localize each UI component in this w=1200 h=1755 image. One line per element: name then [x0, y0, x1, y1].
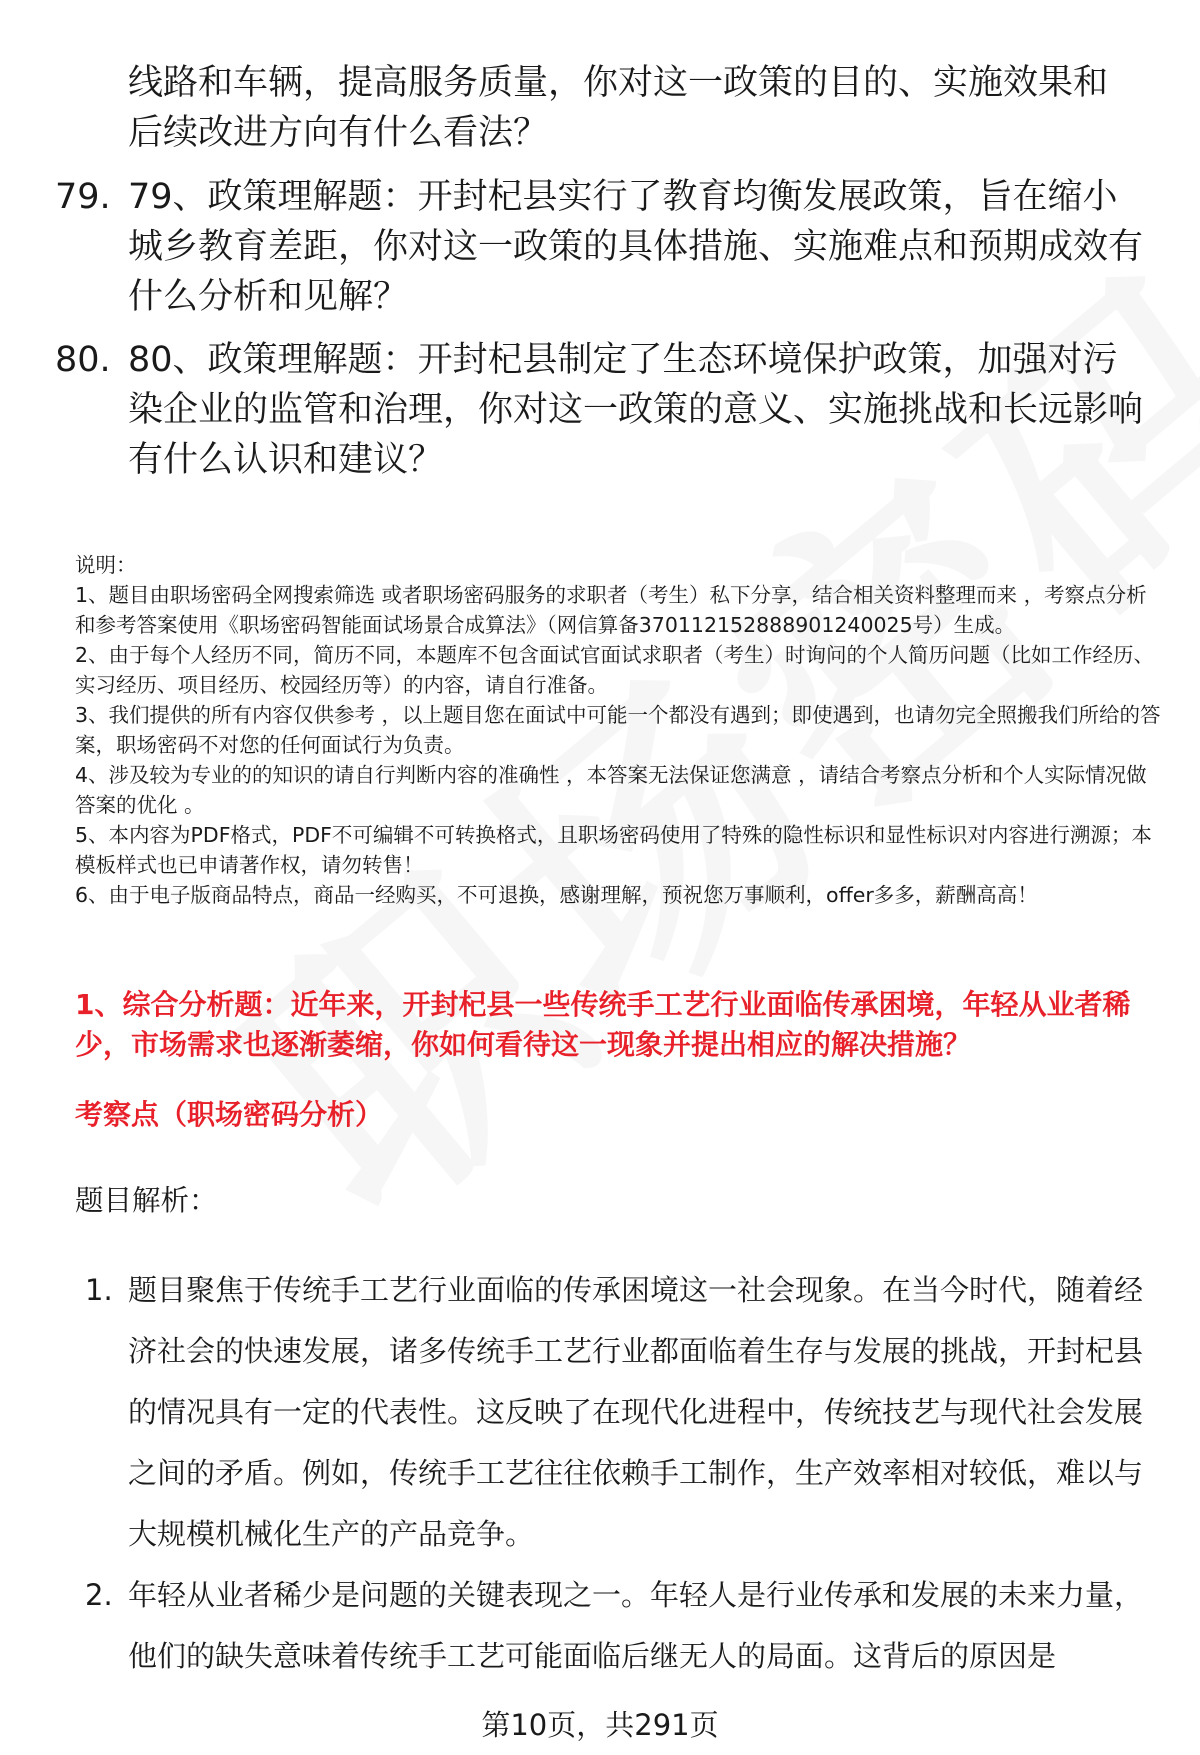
list-item-text: 题目聚焦于传统手工艺行业面临的传承困境这一社会现象。在当今时代，随着经济社会的快速发展，诸多传统手工艺行业都面临着生存与发展的挑战，开封杞县的情况具有一定的代表性。这反映了在现代化进程中，传统技艺与现代社会发展之间的矛盾。例如，传统手工艺往往依赖手工制作，生产效率相对较低，难以与大规模机械化生产的产品竞争。	[128, 1273, 1144, 1551]
list-item	[75, 1565, 1155, 1687]
note-item: 6、由于电子版商品特点，商品一经购买，不可退换，感谢理解，预祝您万事顺利，offer多多，薪酬高高！	[75, 883, 1038, 907]
note-item: 1、题目由职场密码全网搜索筛选 或者职场密码服务的求职者（考生）私下分享，结合相关资料整理而来 ，考察点分析和参考答案使用《职场密码智能面试场景合成算法》（网信算备370112152888901240025号）生成。	[75, 583, 1147, 637]
list-item	[75, 1260, 1155, 1565]
notes-title: 说明：	[75, 553, 137, 577]
analysis-list	[75, 1260, 1155, 1687]
note-item: 3、我们提供的所有内容仅供参考 ，以上题目您在面试中可能一个都没有遇到；即使遇到，也请勿完全照搬我们所给的答案，职场密码不对您的任何面试行为负责。	[75, 703, 1161, 757]
list-item-number: 2.	[85, 1578, 113, 1612]
exam-point-heading: 考察点（职场密码分析）	[75, 1098, 384, 1131]
question-number: 79.	[55, 177, 111, 217]
question-text: 80、政策理解题：开封杞县制定了生态环境保护政策，加强对污染企业的监管和治理，你对这一政策的意义、实施挑战和长远影响有什么认识和建议？	[128, 340, 1144, 480]
note-item: 5、本内容为PDF格式，PDF不可编辑不可转换格式，且职场密码使用了特殊的隐性标识和显性标识对内容进行溯源；本模板样式也已申请著作权，请勿转售！	[75, 823, 1152, 877]
notes-section	[75, 550, 1165, 910]
question-number: 80.	[55, 340, 111, 380]
page-footer: 第10页，共291页	[481, 1708, 719, 1742]
list-item-text: 年轻从业者稀少是问题的关键表现之一。年轻人是行业传承和发展的未来力量，他们的缺失意味着传统手工艺可能面临后继无人的局面。这背后的原因是	[128, 1578, 1144, 1673]
question-continuation: 线路和车辆，提高服务质量，你对这一政策的目的、实施效果和后续改进方向有什么看法？	[128, 63, 1109, 153]
note-item: 4、涉及较为专业的的知识的请自行判断内容的准确性 ，本答案无法保证您满意 ，请结合考察点分析和个人实际情况做答案的优化 。	[75, 763, 1147, 817]
main-question: 1、综合分析题：近年来，开封杞县一些传统手工艺行业面临传承困境，年轻从业者稀少，市场需求也逐渐萎缩，你如何看待这一现象并提出相应的解决措施？	[75, 988, 1131, 1061]
note-item: 2、由于每个人经历不同，简历不同，本题库不包含面试官面试求职者（考生）时询问的个人简历问题（比如工作经历、实习经历、项目经历、校园经历等）的内容，请自行准备。	[75, 643, 1155, 697]
list-item-number: 1.	[85, 1273, 113, 1307]
analysis-label: 题目解析：	[75, 1184, 218, 1217]
question-text: 79、政策理解题：开封杞县实行了教育均衡发展政策，旨在缩小城乡教育差距，你对这一政策的具体措施、实施难点和预期成效有什么分析和见解？	[128, 177, 1144, 317]
